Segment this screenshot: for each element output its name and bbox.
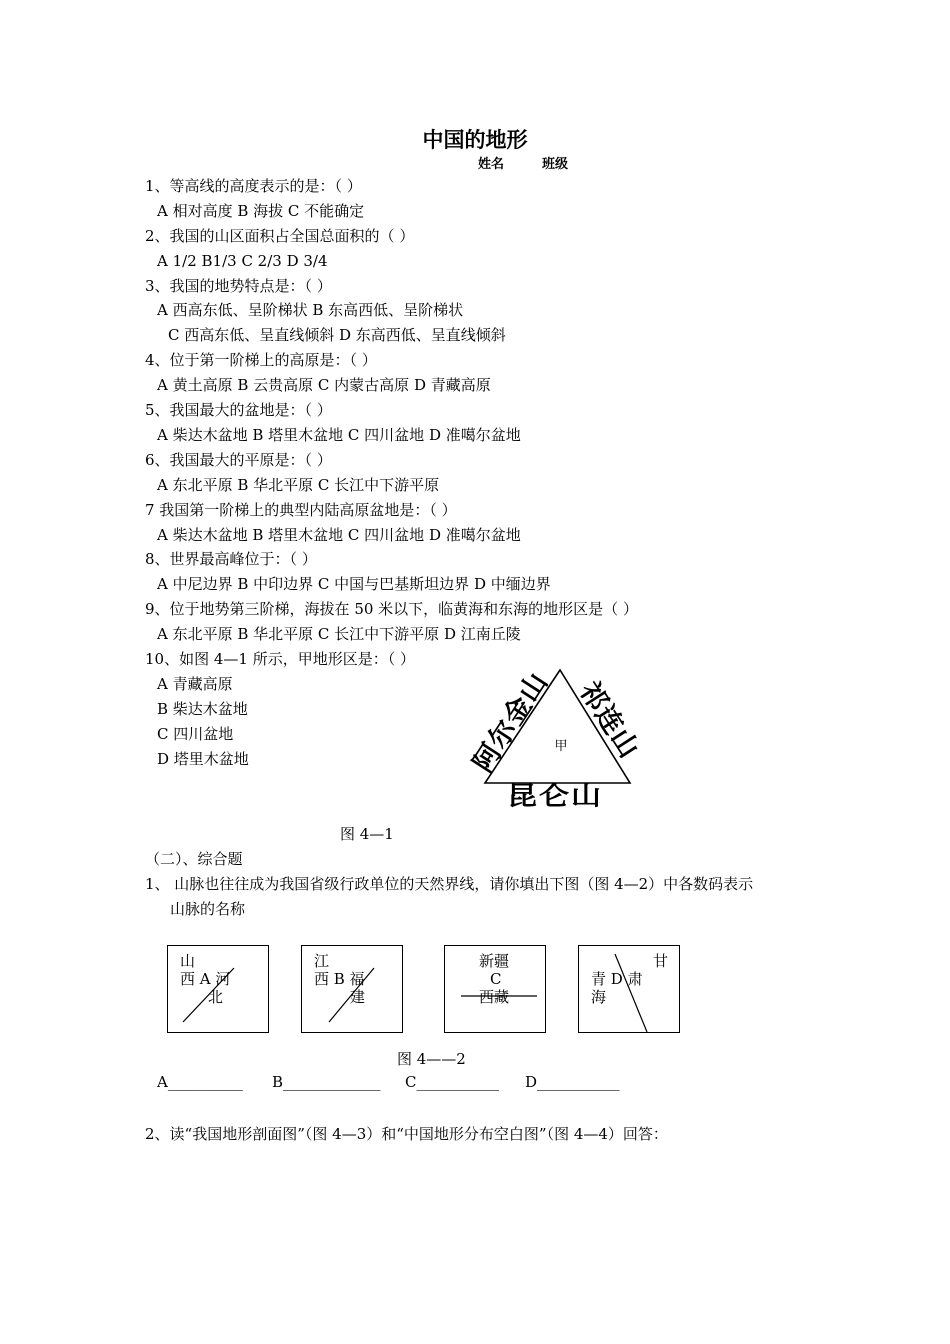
answer-blank-a[interactable]: A__________ bbox=[157, 1073, 243, 1091]
question-options: A 柴达木盆地 B 塔里木盆地 C 四川盆地 D 准噶尔盆地 bbox=[157, 526, 521, 544]
bottom-mountain-label: 昆仑山 bbox=[507, 780, 603, 812]
question-options: A 东北平原 B 华北平原 C 长江中下游平原 D 江南丘陵 bbox=[157, 625, 521, 643]
question-stem: 7 我国第一阶梯上的典型内陆高原盆地是：（ ） bbox=[145, 501, 457, 519]
question-options: D 塔里木盆地 bbox=[157, 750, 249, 768]
province-label: 西藏 bbox=[479, 988, 510, 1006]
class-label: 班级 bbox=[542, 157, 569, 172]
question-stem: 1、 山脉也往往成为我国省级行政单位的天然界线，请你填出下图（图 4—2）中各数码表示 bbox=[145, 875, 754, 893]
section-heading: （二）、综合题 bbox=[145, 850, 243, 868]
boundary-box-a bbox=[167, 945, 269, 1033]
question-stem: 5、我国最大的盆地是：（ ） bbox=[145, 401, 332, 419]
province-label: 海 bbox=[591, 988, 607, 1006]
province-label: 北 bbox=[208, 988, 224, 1006]
question-options: C 西高东低、呈直线倾斜 D 东高西低、呈直线倾斜 bbox=[168, 326, 506, 344]
boundary-box-b bbox=[301, 945, 403, 1033]
figure-4-1-diagram bbox=[450, 655, 650, 815]
figure-4-2-caption: 图 4——2 bbox=[397, 1050, 466, 1068]
left-mountain-label: 阿尔金山 bbox=[467, 666, 555, 778]
question-stem: 10、如图 4—1 所示，甲地形区是：（ ） bbox=[145, 650, 415, 668]
question-stem: 1、等高线的高度表示的是：（ ） bbox=[145, 177, 362, 195]
boundary-box-c bbox=[444, 945, 546, 1033]
question-options: B 柴达木盆地 bbox=[157, 700, 248, 718]
question-options: A 西高东低、呈阶梯状 B 东高西低、呈阶梯状 bbox=[157, 301, 464, 319]
center-label: 甲 bbox=[554, 739, 568, 754]
question-stem: 2、我国的山区面积占全国总面积的（ ） bbox=[145, 227, 415, 245]
province-label: 新疆 bbox=[479, 952, 510, 970]
question-options: A 柴达木盆地 B 塔里木盆地 C 四川盆地 D 准噶尔盆地 bbox=[157, 426, 521, 444]
province-label: 青 D 肃 bbox=[591, 970, 643, 988]
answer-blank-c[interactable]: C___________ bbox=[405, 1073, 499, 1091]
province-label: 山 bbox=[180, 952, 196, 970]
province-label: 甘 bbox=[653, 952, 669, 970]
question-stem: 4、位于第一阶梯上的高原是：（ ） bbox=[145, 351, 377, 369]
question-options: C 四川盆地 bbox=[157, 725, 234, 743]
question-options: A 黄土高原 B 云贵高原 C 内蒙古高原 D 青藏高原 bbox=[157, 376, 491, 394]
question-options: A 相对高度 B 海拔 C 不能确定 bbox=[157, 202, 365, 220]
question-stem: 6、我国最大的平原是：（ ） bbox=[145, 451, 332, 469]
question-stem: 8、世界最高峰位于：（ ） bbox=[145, 550, 317, 568]
answer-blank-d[interactable]: D___________ bbox=[525, 1073, 620, 1091]
province-label: 西 B 福 bbox=[314, 970, 365, 988]
province-label: 西 A 河 bbox=[180, 970, 231, 988]
province-label: C bbox=[490, 970, 502, 988]
question-options: A 东北平原 B 华北平原 C 长江中下游平原 bbox=[157, 476, 440, 494]
question-stem: 2、读“我国地形剖面图”（图 4—3）和“中国地形分布空白图”（图 4—4）回答： bbox=[145, 1125, 668, 1143]
question-stem: 3、我国的地势特点是：（ ） bbox=[145, 277, 332, 295]
page-title: 中国的地形 bbox=[422, 128, 528, 152]
question-stem: 9、位于地势第三阶梯，海拔在 50 米以下，临黄海和东海的地形区是（ ） bbox=[145, 600, 638, 618]
question-options: A 1/2 B1/3 C 2/3 D 3/4 bbox=[157, 252, 328, 270]
boundary-box-d bbox=[578, 945, 680, 1033]
name-label: 姓名 bbox=[478, 157, 505, 172]
question-options: A 中尼边界 B 中印边界 C 中国与巴基斯坦边界 D 中缅边界 bbox=[157, 575, 551, 593]
question-options: A 青藏高原 bbox=[157, 675, 233, 693]
province-label: 江 bbox=[314, 952, 330, 970]
question-stem-continued: 山脉的名称 bbox=[170, 900, 246, 918]
province-label: 建 bbox=[350, 988, 366, 1006]
answer-blank-b[interactable]: B_____________ bbox=[272, 1073, 381, 1091]
right-mountain-label: 祁连山 bbox=[573, 676, 646, 765]
figure-4-1-caption: 图 4—1 bbox=[340, 825, 394, 843]
